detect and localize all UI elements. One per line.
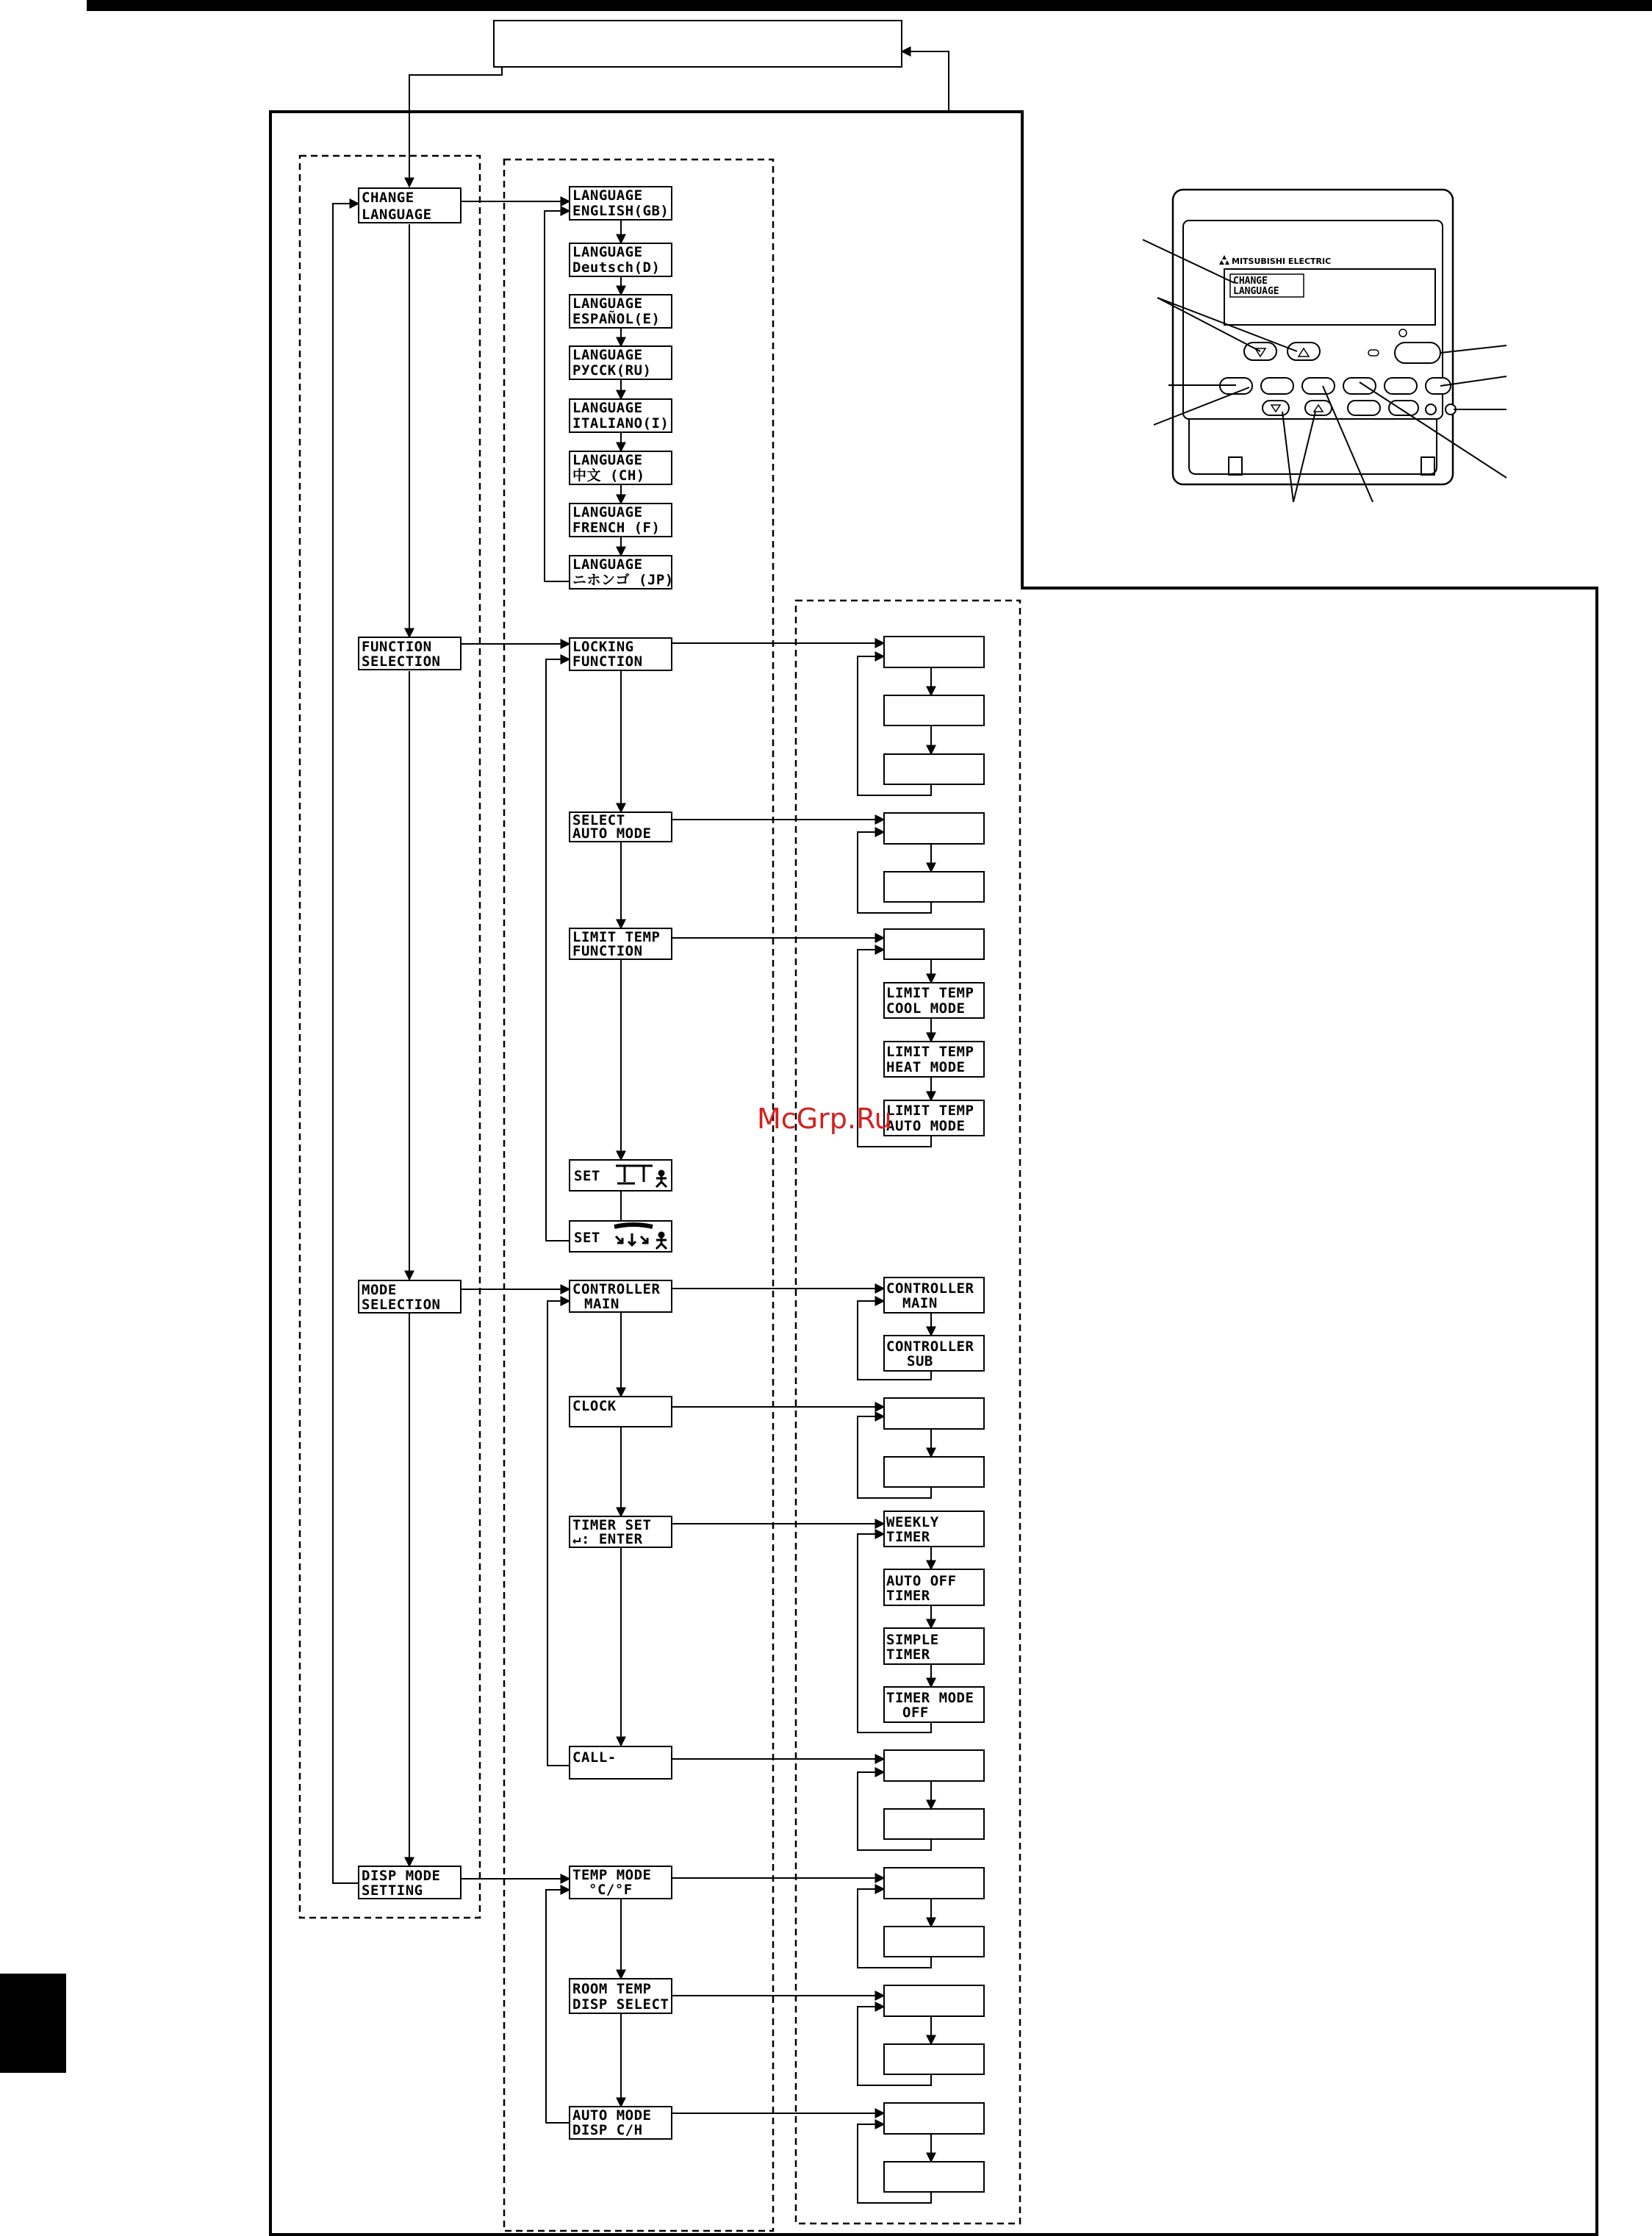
enter-button[interactable] [1426, 378, 1451, 394]
svg-text:CONTROLLER: CONTROLLER [886, 1280, 974, 1297]
setting-box [884, 1868, 984, 1899]
setting-timer-mode-off [884, 1687, 984, 1722]
svg-text:LIMIT TEMP: LIMIT TEMP [886, 985, 974, 1001]
svg-text:SELECT: SELECT [572, 812, 625, 828]
setting-box [884, 2162, 984, 2192]
mode-clock [570, 1397, 672, 1427]
side-tab [0, 1974, 66, 2073]
svg-text:LIMIT TEMP: LIMIT TEMP [886, 1103, 974, 1119]
language-name: ENGLISH(GB) [572, 203, 669, 219]
setting-box [884, 872, 984, 902]
setting-box [884, 1985, 984, 2016]
language-option [570, 187, 672, 220]
language-option [570, 243, 672, 276]
time-down-button[interactable] [1263, 401, 1289, 415]
setting-controller-main [884, 1278, 984, 1313]
language-option [570, 504, 672, 537]
language-name: FRENCH (F) [572, 520, 661, 536]
setting-boxes [884, 637, 984, 2192]
setting-controller-sub [884, 1336, 984, 1371]
language-name: ESPAÑOL(E) [572, 311, 661, 327]
setting-box [884, 695, 984, 725]
menu-function-selection [359, 637, 461, 670]
svg-text:SETTING: SETTING [362, 1882, 423, 1899]
language-label: LANGUAGE [572, 347, 643, 363]
setting-box [884, 1927, 984, 1957]
func-set-2 [570, 1221, 672, 1252]
on-off-button[interactable] [1395, 343, 1440, 363]
menu-button[interactable] [1302, 378, 1335, 394]
svg-text:FUNCTION: FUNCTION [572, 653, 643, 670]
language-label: LANGUAGE [572, 187, 643, 204]
menu-group [300, 156, 480, 1918]
svg-text:ROOM TEMP: ROOM TEMP [572, 1981, 652, 1997]
svg-text:AUTO MODE: AUTO MODE [572, 825, 652, 842]
svg-text:CHANGE: CHANGE [1233, 276, 1268, 287]
svg-text:TIMER SET: TIMER SET [572, 1517, 652, 1533]
svg-text:LIMIT TEMP: LIMIT TEMP [572, 929, 661, 945]
svg-text:FUNCTION: FUNCTION [362, 639, 432, 655]
setting-simple-timer [884, 1628, 984, 1664]
timer-button[interactable] [1261, 378, 1293, 394]
svg-text:TIMER MODE: TIMER MODE [886, 1690, 974, 1706]
setting-weekly-timer [884, 1511, 984, 1547]
language-name: ニホンゴ (JP) [572, 572, 674, 588]
language-label: LANGUAGE [572, 504, 643, 520]
setting-limit-cool [884, 983, 984, 1018]
watermark: McGrp.Ru [757, 1103, 892, 1135]
svg-text:CLOCK: CLOCK [572, 1398, 617, 1414]
svg-text:FUNCTION: FUNCTION [572, 943, 643, 959]
svg-text:SELECTION: SELECTION [362, 1297, 441, 1313]
language-list [570, 187, 674, 589]
disp-auto-mode [570, 2107, 672, 2139]
reset-button[interactable] [1426, 404, 1436, 415]
language-option [570, 346, 672, 379]
svg-text:AUTO MODE: AUTO MODE [886, 1118, 966, 1134]
func-limit-temp [570, 928, 672, 959]
setting-box [884, 813, 984, 844]
language-label: LANGUAGE [572, 452, 643, 468]
disp-temp-mode [570, 1866, 672, 1899]
svg-text:LANGUAGE: LANGUAGE [362, 207, 432, 223]
svg-text:SET: SET [574, 1230, 600, 1246]
svg-text:CHANGE: CHANGE [362, 190, 414, 206]
setting-box [884, 1750, 984, 1781]
svg-text:LOCKING: LOCKING [572, 639, 634, 655]
svg-text:TEMP MODE: TEMP MODE [572, 1867, 652, 1883]
setting-box [884, 1809, 984, 1839]
setting-auto-off-timer [884, 1569, 984, 1605]
func-return [546, 659, 570, 1241]
top-to-menu-line [409, 67, 502, 187]
svg-text:LANGUAGE: LANGUAGE [1233, 286, 1279, 297]
language-label: LANGUAGE [572, 400, 643, 416]
menu-return-loop [333, 204, 359, 1883]
svg-text:TIMER: TIMER [886, 1646, 930, 1663]
mode-controller-main [570, 1280, 672, 1312]
svg-text:DISP MODE: DISP MODE [362, 1868, 441, 1884]
disp-return [546, 1890, 570, 2123]
svg-text:AUTO OFF: AUTO OFF [886, 1573, 957, 1589]
lang-return [545, 211, 570, 581]
mode-call [570, 1746, 672, 1779]
svg-text:LIMIT TEMP: LIMIT TEMP [886, 1044, 974, 1060]
svg-text:↵: ENTER: ↵: ENTER [572, 1531, 643, 1547]
frame-to-top-line [902, 51, 949, 110]
svg-text:CALL-: CALL- [572, 1749, 617, 1766]
svg-text:COOL MODE: COOL MODE [886, 1000, 966, 1017]
menu-change-language [359, 188, 461, 223]
setting-box [884, 1398, 984, 1429]
func-locking [570, 638, 672, 670]
svg-text:MAIN: MAIN [584, 1296, 620, 1312]
setting-box [884, 637, 984, 667]
svg-text:TIMER: TIMER [886, 1529, 930, 1545]
svg-text:CONTROLLER: CONTROLLER [572, 1281, 661, 1297]
svg-text:SET: SET [574, 1168, 600, 1184]
svg-text:WEEKLY: WEEKLY [886, 1514, 939, 1530]
mode-timer-set [570, 1516, 672, 1547]
language-name: PУCCK(RU) [572, 362, 652, 379]
setting-limit-heat [884, 1042, 984, 1077]
svg-text:MITSUBISHI ELECTRIC: MITSUBISHI ELECTRIC [1232, 257, 1332, 266]
svg-text:SUB: SUB [907, 1353, 933, 1369]
svg-text:AUTO MODE: AUTO MODE [572, 2107, 652, 2124]
svg-text:DISP SELECT: DISP SELECT [572, 1996, 669, 2013]
svg-text:CONTROLLER: CONTROLLER [886, 1339, 974, 1355]
clear-button[interactable] [1389, 401, 1418, 415]
remote-controller [1143, 190, 1506, 502]
menu-mode-selection [359, 1280, 461, 1313]
header-bar [87, 0, 1652, 11]
menu-disp-mode-setting [359, 1866, 461, 1899]
setting-box [884, 2103, 984, 2134]
setting-box [884, 1457, 984, 1487]
language-name: ITALIANO(I) [572, 415, 669, 431]
svg-text:OFF: OFF [902, 1705, 929, 1721]
svg-text:°C/°F: °C/°F [589, 1882, 633, 1898]
language-option [570, 295, 672, 328]
language-label: LANGUAGE [572, 295, 643, 312]
func-select-auto [570, 812, 672, 842]
setting-limit-auto [884, 1100, 984, 1136]
svg-text:MODE: MODE [362, 1282, 397, 1298]
func-set-1 [570, 1160, 672, 1191]
top-box [494, 21, 902, 67]
svg-text:MAIN: MAIN [902, 1295, 938, 1311]
svg-text:DISP C/H: DISP C/H [572, 2122, 643, 2138]
language-option [570, 399, 672, 432]
fan-speed-button[interactable] [1343, 378, 1376, 394]
svg-text:SELECTION: SELECTION [362, 653, 441, 670]
set-back-button[interactable] [1348, 401, 1380, 415]
disp-room-temp [570, 1979, 672, 2013]
language-label: LANGUAGE [572, 556, 643, 573]
language-option [570, 556, 674, 589]
svg-text:TIMER: TIMER [886, 1588, 930, 1604]
setting-box [884, 754, 984, 784]
setting-box [884, 2044, 984, 2074]
svg-text:HEAT MODE: HEAT MODE [886, 1059, 966, 1075]
svg-text:SIMPLE: SIMPLE [886, 1632, 939, 1648]
language-option [570, 451, 672, 484]
temp-up-button[interactable] [1288, 343, 1320, 360]
mode-return [547, 1301, 570, 1766]
language-name: Deutsch(D) [572, 259, 661, 276]
time-up-button[interactable] [1305, 401, 1332, 415]
vane-button[interactable] [1385, 378, 1417, 394]
language-name: 中文 (CH) [572, 467, 645, 484]
language-label: LANGUAGE [572, 244, 643, 260]
setting-box [884, 929, 984, 959]
